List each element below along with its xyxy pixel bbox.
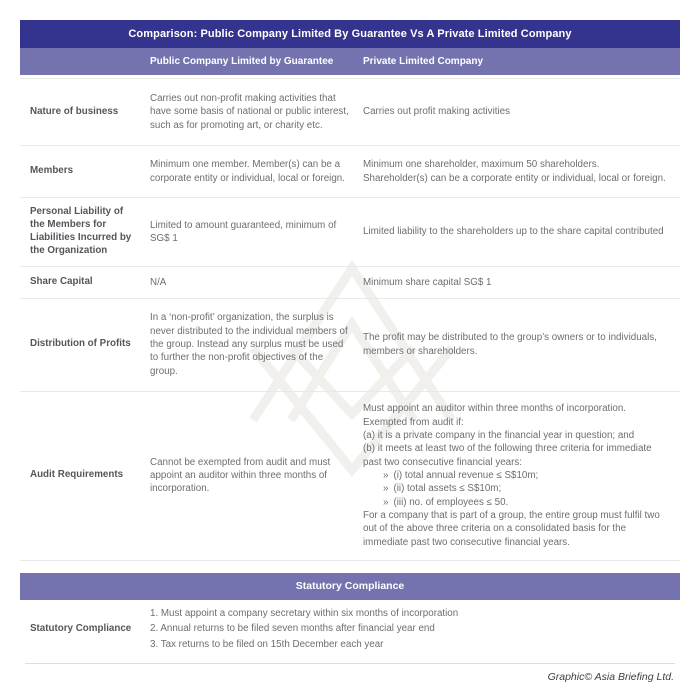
bullet-marker: »	[383, 496, 389, 508]
private-cell-audit	[363, 394, 680, 556]
private-cell: Minimum one shareholder, maximum 50 shareholders. Shareholder(s) can be a corporate entity or individual, local or foreign.	[363, 159, 666, 184]
title-band	[20, 20, 680, 48]
audit-intro-line: (b) it meets at least two of the following three criteria for immediate past two consecutive financial years:	[363, 443, 652, 468]
audit-intro-line: (a) it is a private company in the financial year in question; and	[363, 430, 635, 442]
private-cell: Minimum share capital SG$ 1	[363, 276, 492, 288]
guarantee-cell: N/A	[150, 276, 167, 288]
audit-bullet-text: (i) total annual revenue ≤ S$10m;	[393, 470, 539, 482]
statutory-item: 2. Annual returns to be filed seven months after financial year end	[150, 623, 435, 635]
guarantee-cell: Carries out non-profit making activities that have some basis of national or public interest, such as for promoting art, or charity etc.	[150, 93, 349, 131]
graphic-credit: Graphic© Asia Briefing Ltd.	[547, 670, 674, 683]
audit-bullet-text: (ii) total assets ≤ S$10m;	[393, 483, 502, 495]
guarantee-cell: In a ‘non-profit’ organization, the surplus is never distributed to the individual members of the group. Instead any surplus must be used to further the non-profit objectives of the group.	[150, 312, 348, 377]
audit-bullet-item	[363, 469, 666, 482]
row-label: Statutory Compliance	[30, 622, 132, 634]
guarantee-cell: Limited to amount guaranteed, minimum of SG$ 1	[150, 219, 337, 244]
bullet-marker: »	[383, 483, 389, 495]
guarantee-cell: Minimum one member. Member(s) can be a corporate entity or individual, local or foreign.	[150, 159, 345, 184]
column-header-private: Private Limited Company	[363, 56, 484, 67]
audit-bullet-item	[363, 482, 666, 495]
page-title: Comparison: Public Company Limited By Guarantee Vs A Private Limited Company	[128, 28, 572, 40]
row-label: Nature of business	[30, 105, 119, 117]
row-label: Members	[30, 165, 74, 177]
row-label: Distribution of Profits	[30, 338, 131, 350]
statutory-band-title: Statutory Compliance	[295, 580, 405, 593]
row-label: Personal Liability of the Members for Liabilities Incurred by the Organization	[30, 206, 132, 256]
private-cell: Carries out profit making activities	[363, 106, 511, 118]
audit-intro-line: Must appoint an auditor within three months of incorporation.	[363, 403, 627, 415]
private-cell: The profit may be distributed to the group’s owners or to individuals, members or shareholders.	[363, 332, 657, 357]
statutory-item: 3. Tax returns to be filed on 15th December each year	[150, 639, 384, 651]
table-row	[20, 78, 680, 145]
statutory-row	[20, 600, 680, 659]
row-label: Share Capital	[30, 275, 93, 287]
statutory-compliance-band	[20, 573, 680, 600]
audit-outro-line: For a company that is part of a group, the entire group must fulfil two out of the above three criteria on a consolidated basis for the immediate past two consecutive financial years.	[363, 509, 660, 548]
table-row	[20, 197, 680, 266]
comparison-rows	[20, 78, 680, 561]
table-row	[20, 266, 680, 298]
table-row-audit	[20, 391, 680, 561]
column-header-guarantee: Public Company Limited by Guarantee	[150, 56, 334, 67]
private-cell: Limited liability to the shareholders up to the share capital contributed	[363, 226, 664, 238]
guarantee-cell: Cannot be exempted from audit and must appoint an auditor within three months of incorporation.	[150, 456, 331, 495]
bullet-marker: »	[383, 470, 389, 482]
table-content	[20, 20, 680, 683]
statutory-items	[150, 600, 680, 659]
audit-intro-line: Exempted from audit if:	[363, 416, 464, 428]
audit-bullet-item	[363, 496, 666, 509]
row-label: Audit Requirements	[30, 469, 124, 481]
column-header-band	[20, 48, 680, 75]
table-row	[20, 145, 680, 197]
table-row	[20, 298, 680, 391]
audit-bullet-text: (iii) no. of employees ≤ 50.	[393, 496, 509, 508]
statutory-item: 1. Must appoint a company secretary within six months of incorporation	[150, 607, 459, 619]
